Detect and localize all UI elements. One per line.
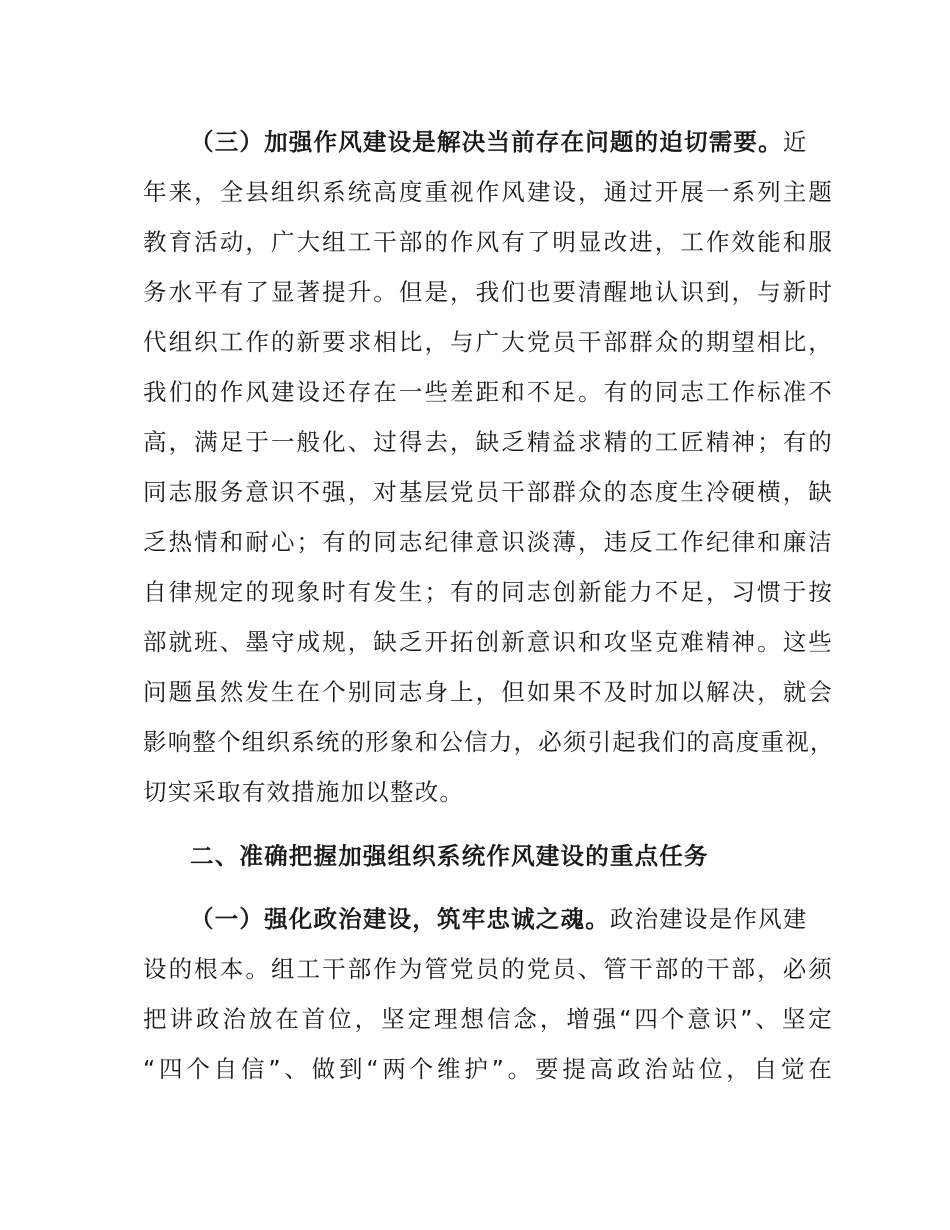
section-three-line-10: 部就班、墨守成规，缺乏开拓创新意识和攻坚克难精神。这些 xyxy=(143,628,833,656)
section-three-line-3: 务水平有了显著提升。但是，我们也要清醒地认识到，与新时 xyxy=(143,278,833,306)
subsection-one-first-line xyxy=(190,893,833,945)
section-three-line-6: 高，满足于一般化、过得去，缺乏精益求精的工匠精神；有的 xyxy=(143,428,833,456)
subsection-one-title: （一）强化政治建设，筑牢忠诚之魂。 xyxy=(190,905,610,933)
section-three-line-13: 切实采取有效措施加以整改。 xyxy=(143,778,465,806)
part-two-heading: 二、准确把握加强组织系统作风建设的重点任务 xyxy=(190,842,709,870)
subsection-one-line-2: 把讲政治放在首位，坚定理想信念，增强“四个意识”、坚定 xyxy=(143,1005,833,1033)
section-three-title: （三）加强作风建设是解决当前存在问题的迫切需要。 xyxy=(190,128,783,156)
section-three-line-1: 年来，全县组织系统高度重视作风建设，通过开展一系列主题 xyxy=(143,178,833,206)
subsection-one-line-0: 政治建设是作风建 xyxy=(609,905,808,933)
section-three-line-8: 乏热情和耐心；有的同志纪律意识淡薄，违反工作纪律和廉洁 xyxy=(143,528,833,556)
section-three-line-12: 影响整个组织系统的形象和公信力，必须引起我们的高度重视， xyxy=(143,728,835,756)
section-three-first-line xyxy=(190,116,833,168)
section-three-line-11: 问题虽然发生在个别同志身上，但如果不及时加以解决，就会 xyxy=(143,678,833,706)
section-three-line-2: 教育活动，广大组工干部的作风有了明显改进，工作效能和服 xyxy=(143,228,833,256)
subsection-one-line-1: 设的根本。组工干部作为管党员的党员、管干部的干部，必须 xyxy=(143,955,833,983)
subsection-one-line-3: “四个自信”、做到“两个维护”。要提高政治站位，自觉在 xyxy=(143,1055,833,1083)
section-three-line-5: 我们的作风建设还存在一些差距和不足。有的同志工作标准不 xyxy=(143,378,833,406)
section-three-line-4: 代组织工作的新要求相比，与广大党员干部群众的期望相比， xyxy=(143,328,833,356)
section-three-line-0: 近 xyxy=(782,128,808,156)
section-three-line-7: 同志服务意识不强，对基层党员干部群众的态度生冷硬横，缺 xyxy=(143,478,833,506)
section-three-line-9: 自律规定的现象时有发生；有的同志创新能力不足，习惯于按 xyxy=(143,578,833,606)
